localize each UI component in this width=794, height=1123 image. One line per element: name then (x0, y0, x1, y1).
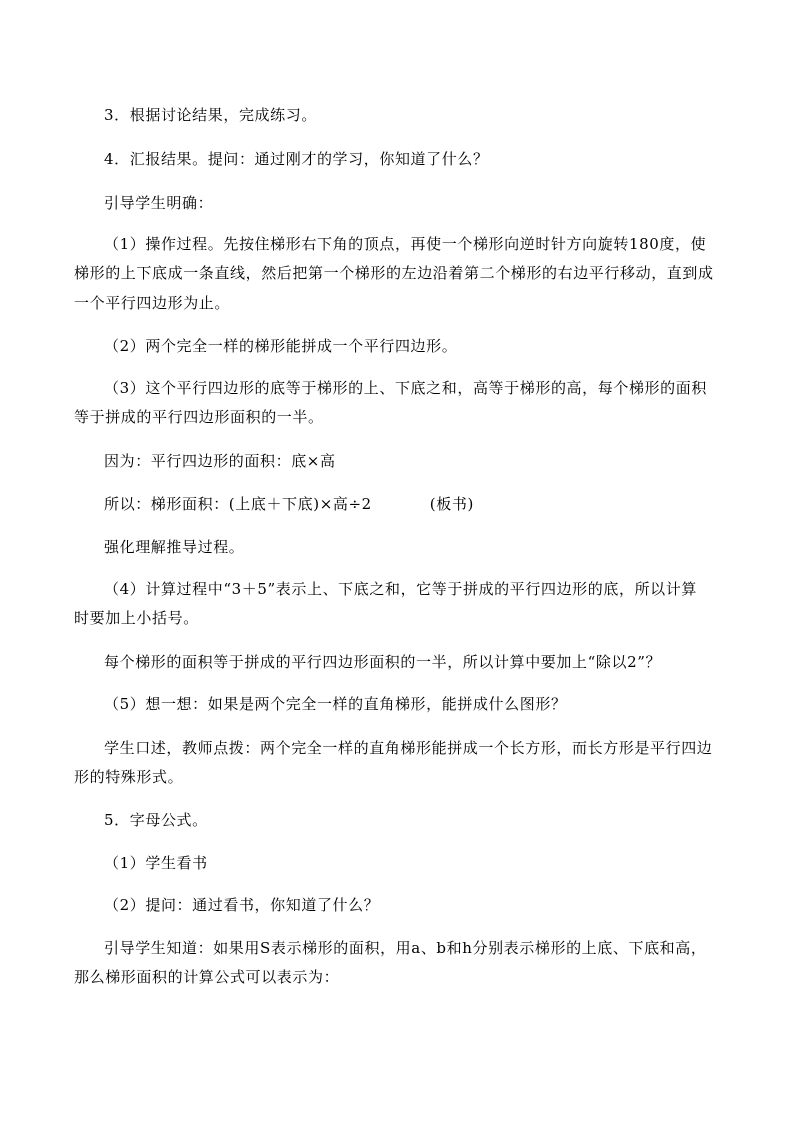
student-line-1: 学生口述，教师点拨：两个完全一样的直角梯形能拼成一个长方形，而长方形是平行四边 (104, 739, 713, 757)
formula-intro-line-1: 引导学生知道：如果用S表示梯形的面积，用a、b和h分别表示梯形的上底、下底和高， (104, 939, 707, 957)
read-book-text: （1）学生看书 (104, 854, 208, 872)
blackboard-note: (板书) (429, 495, 474, 513)
question-text: （2）提问：通过看书，你知道了什么？ (104, 896, 380, 914)
point-3-line-2: 等于拼成的平行四边形面积的一半。 (74, 408, 324, 426)
formula-intro-line-2: 那么梯形面积的计算公式可以表示为： (74, 968, 340, 986)
guide-text: 引导学生明确： (104, 194, 214, 212)
student-line-2: 形的特殊形式。 (74, 768, 184, 786)
point-1-line-2: 梯形的上下底成一条直线，然后把第一个梯形的左边沿着第二个梯形的右边平行移动，直到成 (74, 264, 714, 282)
point-4-line-1: （4）计算过程中“3＋5”表示上、下底之和，它等于拼成的平行四边形的底，所以计算 (104, 580, 697, 598)
step-3-text: 3．根据讨论结果，完成练习。 (104, 106, 317, 124)
point-1-line-3: 一个平行四边形为止。 (74, 294, 231, 312)
half-area-text: 每个梯形的面积等于拼成的平行四边形面积的一半，所以计算中要加上“除以2”？ (104, 653, 662, 671)
formula-text: 所以：梯形面积：(上底＋下底)×高÷2 (104, 495, 372, 513)
point-4-line-2: 时要加上小括号。 (74, 609, 199, 627)
point-1-line-1: （1）操作过程。先按住梯形右下角的顶点，再使一个梯形向逆时针方向旋转180度，使 (104, 235, 707, 253)
therefore-formula (104, 494, 474, 514)
point-2-text: （2）两个完全一样的梯形能拼成一个平行四边形。 (104, 337, 458, 355)
step-4-text: 4．汇报结果。提问：通过刚才的学习，你知道了什么？ (104, 150, 489, 168)
because-text: 因为：平行四边形的面积：底×高 (104, 452, 336, 470)
point-5-text: （5）想一想：如果是两个完全一样的直角梯形，能拼成什么图形？ (104, 695, 567, 713)
reinforce-text: 强化理解推导过程。 (104, 538, 245, 556)
step-5-text: 5．字母公式。 (104, 811, 208, 829)
point-3-line-1: （3）这个平行四边形的底等于梯形的上、下底之和，高等于梯形的高，每个梯形的面积 (104, 379, 707, 397)
